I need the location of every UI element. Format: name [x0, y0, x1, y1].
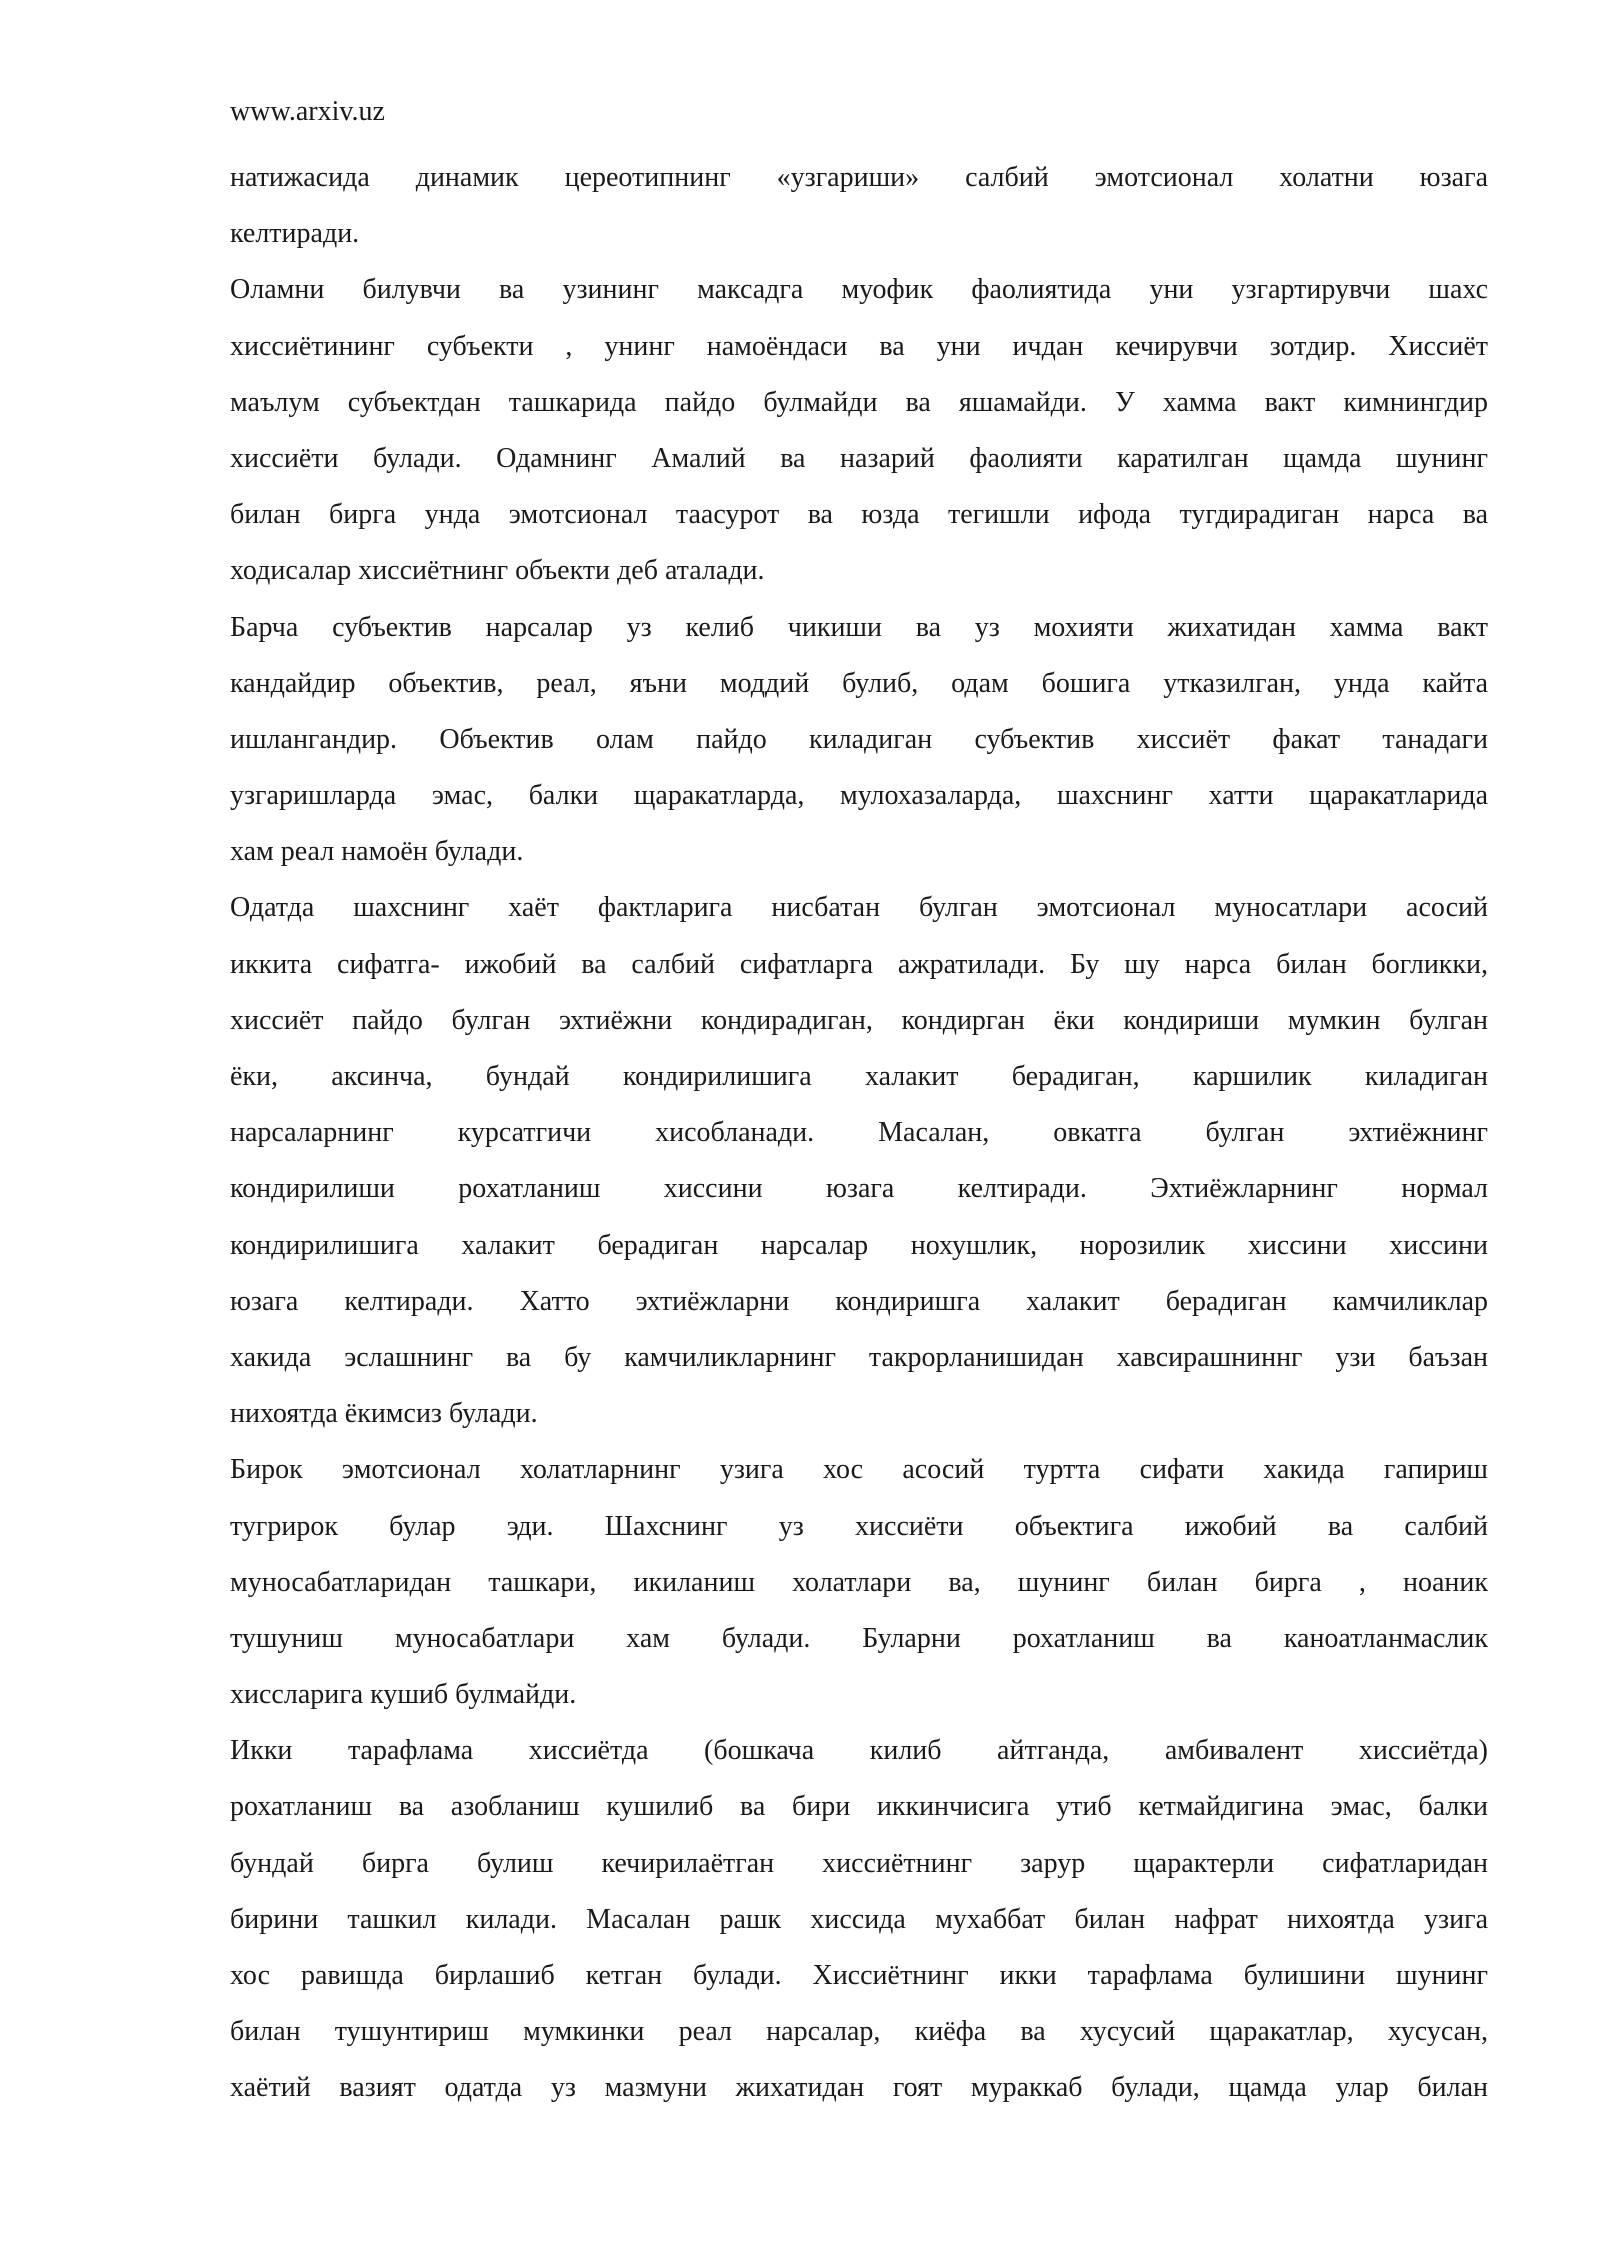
text-line: Оламни билувчи ва узининг максадга муофик фаолиятида уни узгартирувчи шахс: [230, 274, 1488, 306]
text-line: тушуниш муносабатлари хам булади. Буларни рохатланиш ва каноатланмаслик: [230, 1622, 1488, 1654]
text-line: ишлангандир. Объектив олам пайдо киладиган субъектив хиссиёт факат танадаги: [230, 723, 1488, 755]
text-line: юзага келтиради. Хатто эхтиёжларни кондиришга халакит берадиган камчиликлар: [230, 1285, 1488, 1317]
text-line: маълум субъектдан ташкарида пайдо булмайди ва яшамайди. У хамма вакт кимнингдир: [230, 386, 1488, 418]
text-line: рохатланиш ва азобланиш кушилиб ва бири иккинчисига утиб кетмайдигина эмас, балки: [230, 1791, 1488, 1823]
text-line: Барча субъектив нарсалар уз келиб чикиши ва уз мохияти жихатидан хамма вакт: [230, 611, 1488, 643]
text-line: бундай бирга булиш кечирилаётган хиссиётнинг зарур щарактерли сифатларидан: [230, 1847, 1488, 1879]
text-line: хиссиёт пайдо булган эхтиёжни кондирадиган, кондирган ёки кондириши мумкин булган: [230, 1004, 1488, 1036]
text-line: натижасида динамик цереотипнинг «узгариши» салбий эмотсионал холатни юзага: [230, 162, 1488, 193]
text-line: кондирилишига халакит берадиган нарсалар нохушлик, норозилик хиссини хиссини: [230, 1229, 1488, 1261]
text-line: билан тушунтириш мумкинки реал нарсалар, киёфа ва хусусий щаракатлар, хусусан,: [230, 2016, 1488, 2048]
text-line: ходисалар хиссиётнинг объекти деб аталади.: [230, 555, 765, 587]
text-line: нихоятда ёкимсиз булади.: [230, 1398, 538, 1430]
text-line: хос равишда бирлашиб кетган булади. Хиссиётнинг икки тарафлама булишини шунинг: [230, 1960, 1488, 1991]
text-line: Одатда шахснинг хаёт фактларига нисбатан булган эмотсионал муносатлари асосий: [230, 892, 1488, 924]
text-line: Икки тарафлама хиссиётда (бошкача килиб айтганда, амбивалент хиссиётда): [230, 1735, 1488, 1767]
text-line: хиссиётининг субъекти , унинг намоёндаси ва уни ичдан кечирувчи зотдир. Хиссиёт: [230, 330, 1488, 362]
text-line: тугрирок булар эди. Шахснинг уз хиссиёти объектига ижобий ва салбий: [230, 1510, 1488, 1542]
text-line: хаётий вазият одатда уз мазмуни жихатидан гоят мураккаб булади, щамда улар билан: [230, 2072, 1488, 2104]
text-line: иккита сифатга- ижобий ва салбий сифатларга ажратилади. Бу шу нарса билан богликки,: [230, 948, 1488, 980]
text-line: кондирилиши рохатланиш хиссини юзага келтиради. Эхтиёжларнинг нормал: [230, 1173, 1488, 1205]
text-line: нарсаларнинг курсатгичи хисобланади. Масалан, овкатга булган эхтиёжнинг: [230, 1117, 1488, 1149]
text-line: хиссларига кушиб булмайди.: [230, 1679, 577, 1711]
text-line: келтиради.: [230, 218, 360, 250]
text-line: бирини ташкил килади. Масалан рашк хиссида мухаббат билан нафрат нихоятда узига: [230, 1903, 1488, 1935]
text-line: хакида эслашнинг ва бу камчиликларнинг такрорланишидан хавсирашниннг узи баъзан: [230, 1341, 1488, 1373]
text-line: билан бирга унда эмотсионал таасурот ва юзда тегишли ифода тугдирадиган нарса ва: [230, 499, 1488, 531]
text-line: узгаришларда эмас, балки щаракатларда, мулохазаларда, шахснинг хатти щаракатларида: [230, 780, 1488, 812]
body-text: [230, 150, 1488, 2117]
text-line: кандайдир объектив, реал, яъни моддий булиб, одам бошига утказилган, унда кайта: [230, 667, 1488, 699]
text-line: муносабатларидан ташкари, икиланиш холатлари ва, шунинг билан бирга , ноаник: [230, 1566, 1488, 1598]
text-line: хам реал намоён булади.: [230, 836, 524, 868]
page-header-site: www.arxiv.uz: [230, 96, 385, 127]
text-line: хиссиёти булади. Одамнинг Амалий ва назарий фаолияти каратилган щамда шунинг: [230, 442, 1488, 474]
text-line: ёки, аксинча, бундай кондирилишига халакит берадиган, каршилик киладиган: [230, 1061, 1488, 1092]
text-line: Бирок эмотсионал холатларнинг узига хос асосий туртта сифати хакида гапириш: [230, 1454, 1488, 1486]
